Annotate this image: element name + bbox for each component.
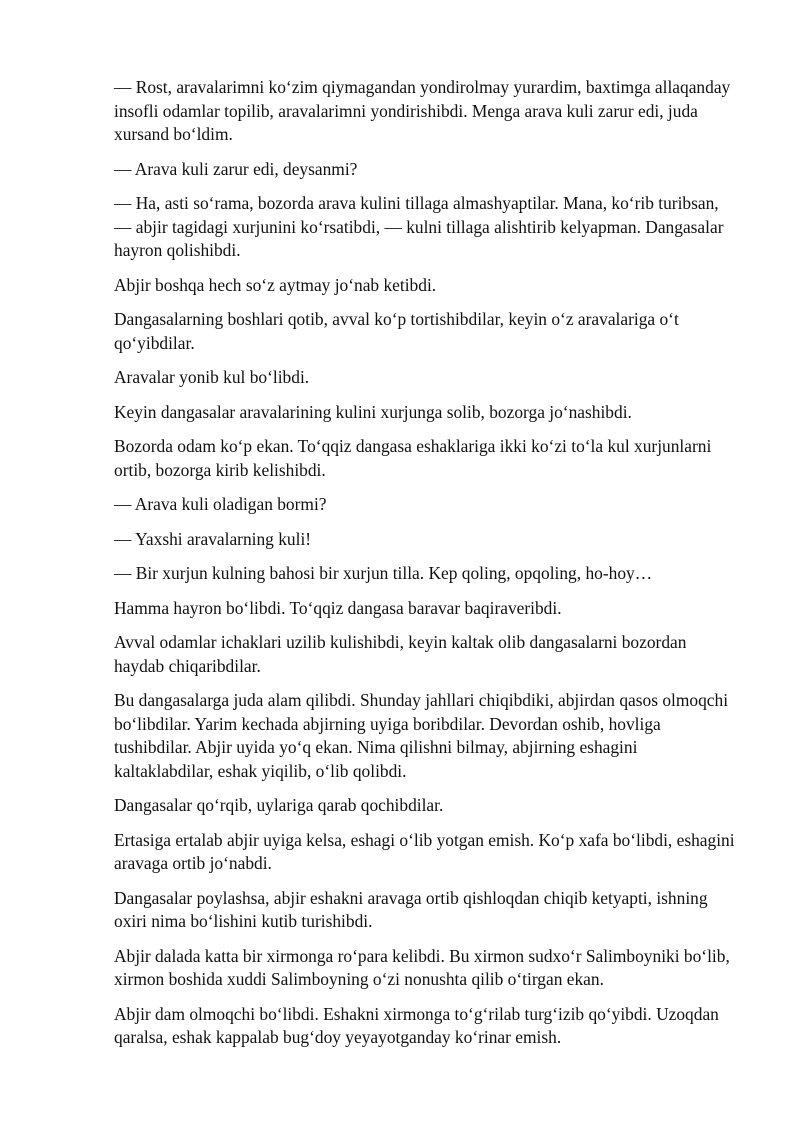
paragraph: — Bir xurjun kulning bahosi bir xurjun tilla. Kep qoling, opqoling, ho-hoy… xyxy=(114,563,653,583)
paragraph: Bu dangasalarga juda alam qilibdi. Shunday jahllari chiqibdiki, abjirdan qasos olmoqchi boʻlibdilar. Yarim kechada abjirning uyiga boribdilar. Devordan oshib, hovliga tushibdilar. Abjir uyida yoʻq ekan. Nima qilishni bilmay, abjirning eshagini kaltaklabdilar, eshak yiqilib, oʻlib qolibdi. xyxy=(114,690,729,781)
paragraph: Dangasalar qoʻrqib, uylariga qarab qochibdilar. xyxy=(114,795,444,815)
paragraph: Aravalar yonib kul boʻlibdi. xyxy=(114,367,310,387)
paragraph: Dangasalar poylashsa, abjir eshakni aravaga ortib qishloqdan chiqib ketyapti, ishning oxiri nima boʻlishini kutib turishibdi. xyxy=(114,887,708,931)
paragraph: Avval odamlar ichaklari uzilib kulishibdi, keyin kaltak olib dangasalarni bozordan haydab chiqaribdilar. xyxy=(114,632,687,676)
paragraph: Bozorda odam koʻp ekan. Toʻqqiz dangasa eshaklariga ikki koʻzi toʻla kul xurjunlarni ortib, bozorga kirib kelishibdi. xyxy=(114,436,712,480)
paragraph: Dangasalarning boshlari qotib, avval koʻp tortishibdilar, keyin oʻz aravalariga oʻt qoʻyibdilar. xyxy=(114,309,679,353)
paragraph: Keyin dangasalar aravalarining kulini xurjunga solib, bozorga joʻnashibdi. xyxy=(114,401,632,422)
paragraph: Abjir dalada katta bir xirmonga roʻpara kelibdi. Bu xirmon sudxoʻr Salimboyniki boʻlib, xirmon boshida xuddi Salimboyning oʻzi nonushta qilib oʻtirgan ekan. xyxy=(114,945,730,989)
paragraph: Ertasiga ertalab abjir uyiga kelsa, eshagi oʻlib yotgan emish. Koʻp xafa boʻlibdi, eshagini aravaga ortib joʻnabdi. xyxy=(114,829,735,873)
paragraph: — Yaxshi aravalarning kuli! xyxy=(114,528,312,549)
paragraph: — Arava kuli zarur edi, deysanmi? xyxy=(114,158,358,179)
paragraph: Hamma hayron boʻlibdi. Toʻqqiz dangasa baravar baqiraveribdi. xyxy=(114,597,562,618)
paragraph: — Ha, asti soʻrama, bozorda arava kulini tillaga almashyaptilar. Mana, koʻrib turibsan, — abjir tagidagi xurjunini koʻrsatibdi, — kulni tillaga alishtirib kelyapman. Dangasalar hayron qolishibdi. xyxy=(114,193,724,260)
paragraph: — Arava kuli oladigan bormi? xyxy=(114,494,327,514)
paragraph: Abjir dam olmoqchi boʻlibdi. Eshakni xirmonga toʻgʻrilab turgʻizib qoʻyibdi. Uzoqdan qaralsa, eshak kappalab bugʻdoy yeyayotganday koʻrinar emish. xyxy=(114,1003,719,1047)
paragraph: Abjir boshqa hech soʻz aytmay joʻnab ketibdi. xyxy=(114,274,437,295)
paragraph: — Rost, aravalarimni koʻzim qiymagandan yondirolmay yurardim, baxtimga allaqanday insofli odamlar topilib, aravalarimni yondirishibdi. Menga arava kuli zarur edi, juda xursand boʻldim. xyxy=(114,77,731,144)
